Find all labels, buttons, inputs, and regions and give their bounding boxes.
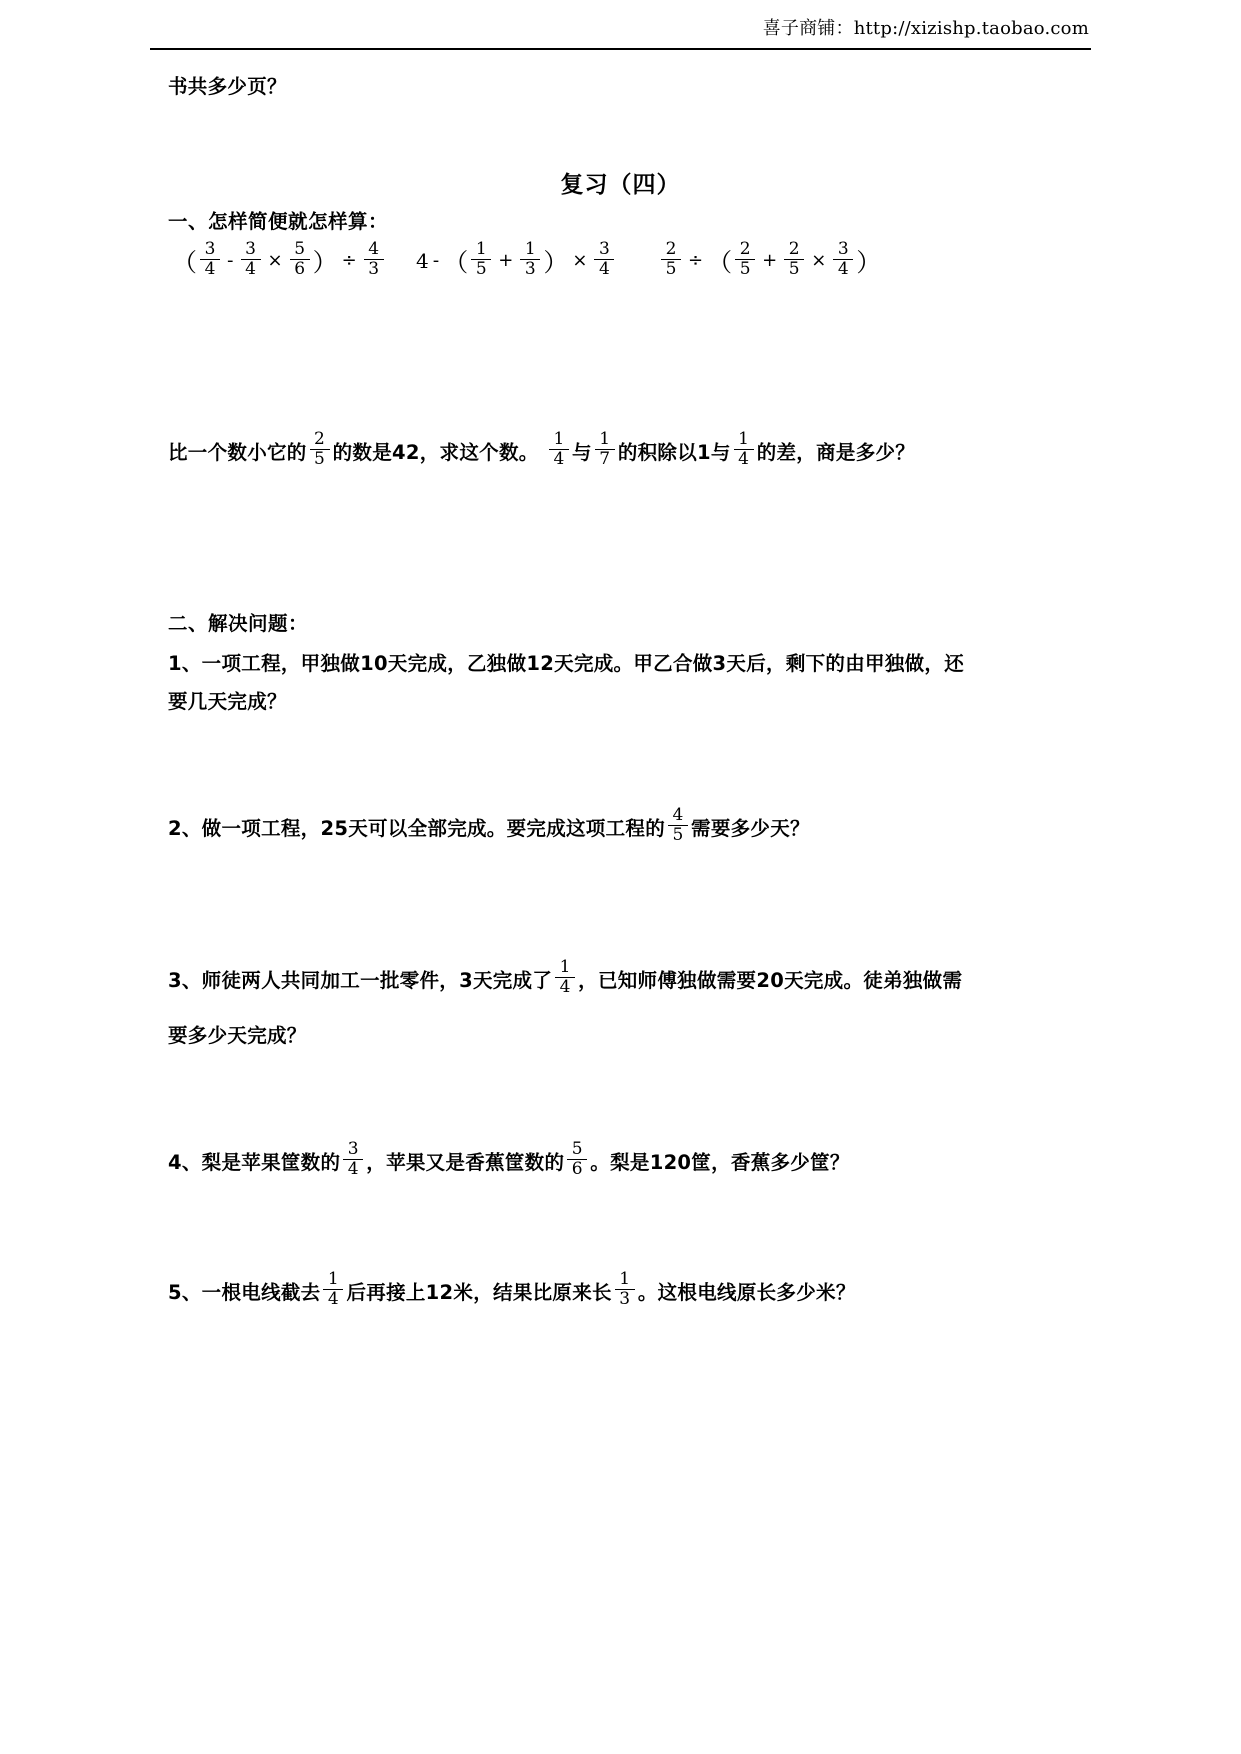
numerator: 1 — [559, 957, 571, 977]
problem-5-mid: 后再接上12米，结果比原来长 — [346, 1280, 612, 1304]
problem-1-line-2: 要几天完成？ — [168, 690, 287, 713]
fraction-1-3 — [520, 241, 540, 279]
problem-5-line — [168, 1269, 856, 1310]
denominator: 4 — [343, 1159, 363, 1178]
problem-3-after: ，已知师傅独做需要20天完成。徒弟独做需 — [578, 968, 963, 992]
expression-2 — [416, 239, 617, 280]
problem-4-after: 。梨是120筐，香蕉多少筐？ — [590, 1150, 850, 1174]
problem-1 — [168, 645, 1073, 721]
denominator: 5 — [471, 259, 491, 278]
fraction-4-3 — [364, 241, 384, 279]
word-problem-1 — [168, 429, 539, 470]
problem-5-before: 一根电线截去 — [201, 1280, 321, 1304]
fraction-4-5 — [668, 807, 688, 845]
problem-2-after: 需要多少天？ — [691, 816, 810, 840]
word-problem-2-mid1: 与 — [572, 440, 592, 464]
right-paren: ） — [312, 247, 338, 277]
problem-4-before: 梨是苹果筐数的 — [201, 1150, 341, 1174]
problem-4-number: 4、 — [168, 1150, 202, 1174]
numerator: 1 — [619, 1269, 631, 1289]
fraction-1-7 — [595, 431, 615, 469]
left-paren: （ — [172, 247, 198, 277]
word-problem-1-before: 比一个数小它的 — [168, 440, 307, 464]
denominator: 7 — [595, 449, 615, 468]
fraction-2-5-c — [784, 241, 804, 279]
problem-3-line-1 — [168, 957, 963, 998]
continued-question-fragment — [168, 68, 1073, 106]
denominator: 5 — [784, 259, 804, 278]
problem-4-line — [168, 1139, 850, 1180]
fraction-2-5 — [661, 241, 681, 279]
numerator: 3 — [837, 239, 849, 259]
denominator: 6 — [290, 259, 310, 278]
numerator: 1 — [524, 239, 536, 259]
denominator: 4 — [833, 259, 853, 278]
problem-4-mid: ，苹果又是香蕉筐数的 — [366, 1150, 565, 1174]
word-problem-2-mid2: 的积除以1与 — [617, 440, 731, 464]
word-problem-2-tail: 的差，商是多少？ — [756, 440, 916, 464]
numerator: 3 — [204, 239, 216, 259]
problem-3-number: 3、 — [168, 968, 202, 992]
denominator: 4 — [241, 259, 261, 278]
fraction-1-4-b — [734, 431, 754, 469]
word-problem-2 — [546, 429, 916, 470]
section-one-heading-block — [168, 206, 1073, 234]
numerator: 2 — [665, 239, 677, 259]
numerator: 1 — [599, 429, 611, 449]
fraction-3-4 — [343, 1141, 363, 1179]
denominator: 5 — [661, 259, 681, 278]
fraction-5-6 — [567, 1141, 587, 1179]
fraction-3-4-c — [833, 241, 853, 279]
fraction-2-5 — [310, 431, 330, 469]
right-paren: ） — [856, 247, 882, 277]
fraction-2-5-b — [735, 241, 755, 279]
left-paren: （ — [443, 247, 469, 277]
numerator: 2 — [739, 239, 751, 259]
denominator: 4 — [200, 259, 220, 278]
problem-2-before: 做一项工程，25天可以全部完成。要完成这项工程的 — [201, 816, 666, 840]
problem-3-line-2: 要多少天完成？ — [168, 1024, 307, 1047]
numerator: 3 — [599, 239, 610, 259]
times-operator: × — [572, 250, 588, 272]
problem-2-line — [168, 805, 810, 846]
fraction-5-6 — [290, 241, 310, 279]
denominator: 5 — [735, 259, 755, 278]
fraction-3-4 — [200, 241, 220, 279]
literal-four: 4 — [416, 248, 429, 273]
numerator: 1 — [327, 1269, 340, 1289]
numerator: 1 — [553, 429, 565, 449]
numerator: 2 — [314, 429, 326, 449]
denominator: 3 — [364, 259, 384, 278]
times-operator: × — [811, 250, 827, 272]
denominator: 3 — [615, 1289, 635, 1308]
denominator: 5 — [668, 825, 688, 844]
fraction-3-4 — [594, 241, 614, 279]
problem-2-number: 2、 — [168, 816, 202, 840]
page-header — [150, 14, 1091, 50]
problem-3-before: 师徒两人共同加工一批零件，3天完成了 — [201, 968, 553, 992]
denominator: 4 — [555, 977, 575, 996]
fraction-3-4-b — [241, 241, 261, 279]
section-two-heading: 二、解决问题： — [168, 612, 309, 635]
denominator: 6 — [567, 1159, 587, 1178]
fraction-1-3 — [615, 1271, 635, 1309]
denominator: 3 — [520, 259, 540, 278]
plus-operator: + — [498, 250, 514, 272]
continued-question-text: 书共多少页？ — [168, 75, 287, 98]
denominator: 4 — [734, 449, 754, 468]
section-two-heading-block — [168, 608, 1073, 636]
problem-1-line-1 — [168, 645, 1073, 683]
denominator: 5 — [310, 449, 330, 468]
word-problem-1-after: 的数是42，求这个数。 — [332, 440, 539, 464]
denominator: 4 — [549, 449, 569, 468]
left-paren: （ — [707, 247, 733, 277]
divide-operator: ÷ — [341, 250, 357, 272]
expression-3 — [658, 239, 882, 280]
numerator: 4 — [672, 805, 684, 825]
shop-watermark-text: 喜子商铺：http://xizishp.taobao.com — [762, 18, 1089, 39]
expression-1 — [172, 239, 387, 280]
fraction-1-4 — [555, 959, 575, 997]
problem-5-number: 5、 — [168, 1280, 202, 1304]
numerator: 1 — [738, 429, 750, 449]
problem-5-after: 。这根电线原长多少米？ — [637, 1280, 856, 1304]
right-paren: ） — [543, 247, 569, 277]
plus-operator: + — [762, 250, 778, 272]
page-title: 复习（四） — [560, 172, 681, 198]
fraction-1-5 — [471, 241, 491, 279]
numerator: 5 — [571, 1139, 583, 1159]
numerator: 3 — [245, 239, 256, 259]
numerator: 4 — [368, 239, 380, 259]
fraction-1-4 — [323, 1271, 343, 1309]
expression-list — [168, 239, 1073, 302]
section-one-heading: 一、怎样简便就怎样算： — [168, 210, 389, 233]
minus-operator: - — [432, 250, 440, 272]
numerator: 5 — [294, 239, 306, 259]
numerator: 1 — [475, 239, 487, 259]
problem-1-number: 1、 — [168, 652, 202, 675]
denominator: 4 — [323, 1289, 343, 1308]
denominator: 4 — [594, 259, 614, 278]
numerator: 2 — [788, 239, 800, 259]
numerator: 3 — [347, 1139, 359, 1159]
problem-1-text-1: 一项工程，甲独做10天完成，乙独做12天完成。甲乙合做3天后，剩下的由甲独做，还 — [201, 652, 965, 675]
minus-operator: - — [227, 250, 234, 272]
fraction-1-4 — [549, 431, 569, 469]
times-operator: × — [267, 250, 283, 272]
divide-operator: ÷ — [688, 250, 704, 272]
